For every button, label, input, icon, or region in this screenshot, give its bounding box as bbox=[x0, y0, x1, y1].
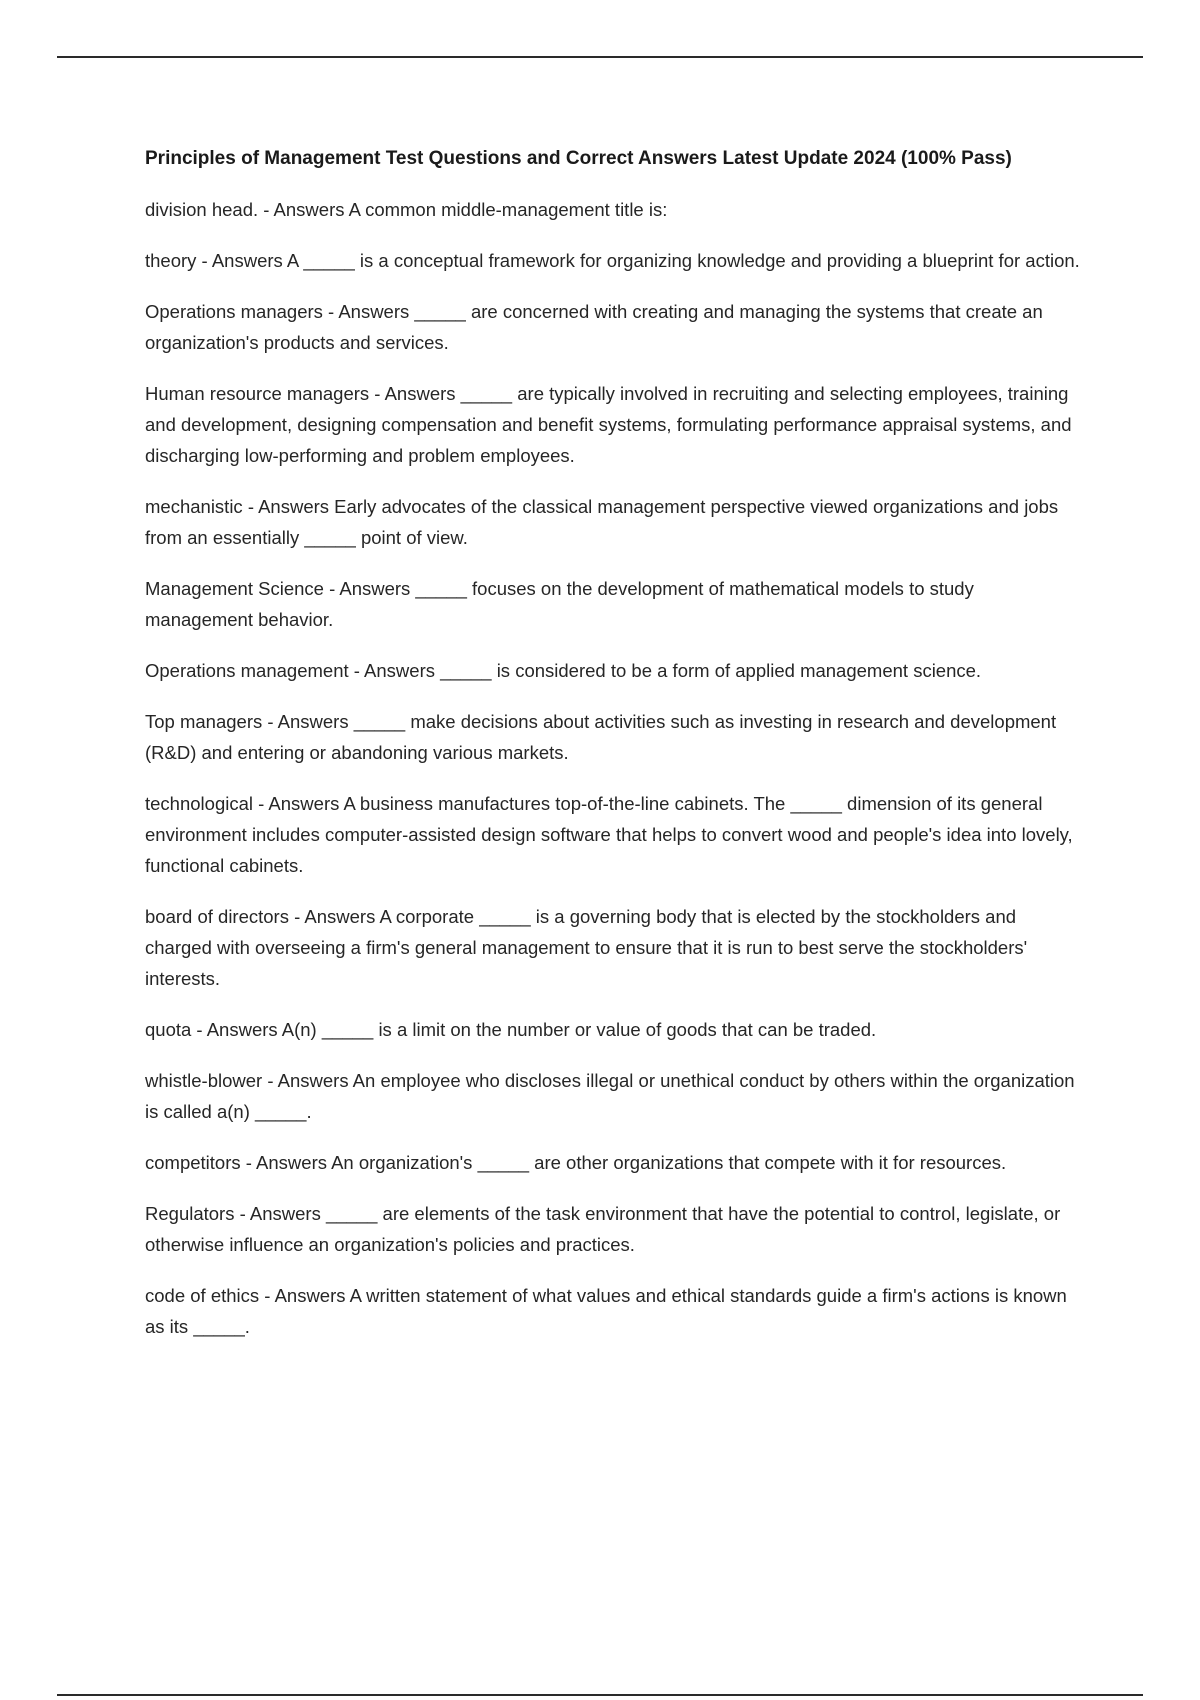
qa-item-13: competitors - Answers An organization's _____ are other organizations that compete with it for resources. bbox=[145, 1152, 1007, 1173]
qa-item-10: board of directors - Answers A corporate _____ is a governing body that is elected by the stockholders and charged with overseeing a firm's general management to ensure that it is run to best serve the stockholders' interests. bbox=[145, 906, 1028, 989]
qa-item-6: Management Science - Answers _____ focuses on the development of mathematical models to study management behavior. bbox=[145, 578, 974, 630]
qa-item-2: theory - Answers A _____ is a conceptual framework for organizing knowledge and providing a blueprint for action. bbox=[145, 250, 1080, 271]
qa-item-11: quota - Answers A(n) _____ is a limit on the number or value of goods that can be traded. bbox=[145, 1019, 877, 1040]
qa-item-7: Operations management - Answers _____ is considered to be a form of applied management science. bbox=[145, 660, 982, 681]
qa-item-14: Regulators - Answers _____ are elements of the task environment that have the potential to control, legislate, or otherwise influence an organization's policies and practices. bbox=[145, 1203, 1061, 1255]
document-body bbox=[145, 144, 1085, 1362]
bottom-divider bbox=[57, 1694, 1143, 1696]
top-divider bbox=[57, 56, 1143, 58]
qa-item-8: Top managers - Answers _____ make decisions about activities such as investing in research and development (R&D) and entering or abandoning various markets. bbox=[145, 711, 1057, 763]
qa-item-3: Operations managers - Answers _____ are concerned with creating and managing the systems that create an organization's products and services. bbox=[145, 301, 1043, 353]
qa-item-9: technological - Answers A business manufactures top-of-the-line cabinets. The _____ dimension of its general environment includes computer-assisted design software that helps to convert wood and people's idea into lovely, functional cabinets. bbox=[145, 793, 1073, 876]
qa-item-4: Human resource managers - Answers _____ are typically involved in recruiting and selecting employees, training and development, designing compensation and benefit systems, formulating performance appraisal systems, and discharging low-performing and problem employees. bbox=[145, 383, 1072, 466]
qa-item-12: whistle-blower - Answers An employee who discloses illegal or unethical conduct by others within the organization is called a(n) _____. bbox=[145, 1070, 1075, 1122]
qa-item-15: code of ethics - Answers A written statement of what values and ethical standards guide a firm's actions is known as its _____. bbox=[145, 1285, 1067, 1337]
document-title: Principles of Management Test Questions and Correct Answers Latest Update 2024 (100% Pass) bbox=[145, 148, 1012, 169]
qa-item-5: mechanistic - Answers Early advocates of the classical management perspective viewed organizations and jobs from an essentially _____ point of view. bbox=[145, 496, 1059, 548]
qa-item-1: division head. - Answers A common middle-management title is: bbox=[145, 199, 668, 220]
